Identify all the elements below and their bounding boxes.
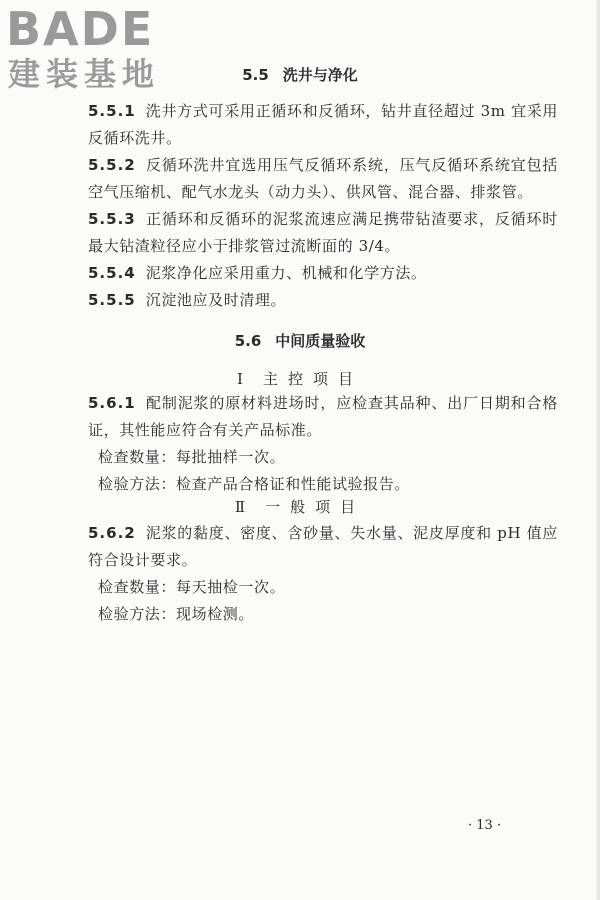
- clause-number: 5.5.4: [88, 264, 136, 282]
- section-title-5-5: [0, 64, 600, 85]
- section-number: 5.6: [234, 332, 262, 350]
- clause-number: 5.6.1: [88, 394, 136, 412]
- section-title-text: 洗井与净化: [282, 66, 358, 84]
- clause-5-5-4: [88, 260, 558, 287]
- clause-number: 5.5.1: [88, 102, 136, 120]
- section-title-text: 中间质量验收: [275, 332, 366, 350]
- clause-5-5-5: [88, 287, 558, 314]
- subsection-general: [0, 496, 600, 517]
- clause-text: 沉淀池应及时清理。: [145, 291, 287, 309]
- clause-5-5-3: [88, 206, 558, 260]
- clause-text: 正循环和反循环的泥浆流速应满足携带钻渣要求，反循环时最大钻渣粒径应小于排浆管过流断面的 3/4。: [88, 210, 558, 255]
- clause-5-5-2: [88, 152, 558, 206]
- clause-5-5-1: [88, 98, 558, 152]
- roman-numeral: Ⅰ: [237, 370, 245, 388]
- subsection-title: 主控项目: [262, 370, 363, 388]
- clause-text: 泥浆的黏度、密度、含砂量、失水量、泥皮厚度和 pH 值应符合设计要求。: [88, 524, 558, 569]
- clause-text: 洗井方式可采用正循环和反循环，钻井直径超过 3m 宜采用反循环洗井。: [88, 102, 558, 147]
- page-number: · 13 ·: [468, 818, 502, 833]
- page-edge-shadow: [596, 0, 600, 900]
- roman-numeral: Ⅱ: [234, 498, 248, 516]
- subsection-main-control: [0, 368, 600, 389]
- check-method-5-6-2: 检验方法：现场检测。: [98, 605, 255, 623]
- clause-number: 5.5.2: [88, 156, 136, 174]
- clause-text: 反循环洗井宜选用压气反循环系统，压气反循环系统宜包括空气压缩机、配气水龙头（动力头）、供风管、混合器、排浆管。: [88, 156, 558, 201]
- clause-text: 泥浆净化应采用重力、机械和化学方法。: [145, 264, 427, 282]
- check-quantity-5-6-1: 检查数量：每批抽样一次。: [98, 448, 286, 466]
- check-method-5-6-1: 检验方法：检查产品合格证和性能试验报告。: [98, 475, 411, 493]
- section-title-5-6: [0, 330, 600, 351]
- logo-word: BADE: [6, 2, 155, 56]
- clause-text: 配制泥浆的原材料进场时，应检查其品种、出厂日期和合格证，其性能应符合有关产品标准。: [88, 394, 558, 439]
- section-number: 5.5: [242, 66, 269, 84]
- check-quantity-5-6-2: 检查数量：每天抽检一次。: [98, 578, 286, 596]
- clause-number: 5.5.5: [88, 291, 136, 309]
- subsection-title: 一般项目: [265, 498, 366, 516]
- logo-subtitle: 建装基地: [8, 55, 161, 93]
- clause-number: 5.5.3: [88, 210, 136, 228]
- clause-5-6-2: [88, 520, 558, 574]
- clause-5-6-1: [88, 390, 558, 444]
- clause-number: 5.6.2: [88, 524, 136, 542]
